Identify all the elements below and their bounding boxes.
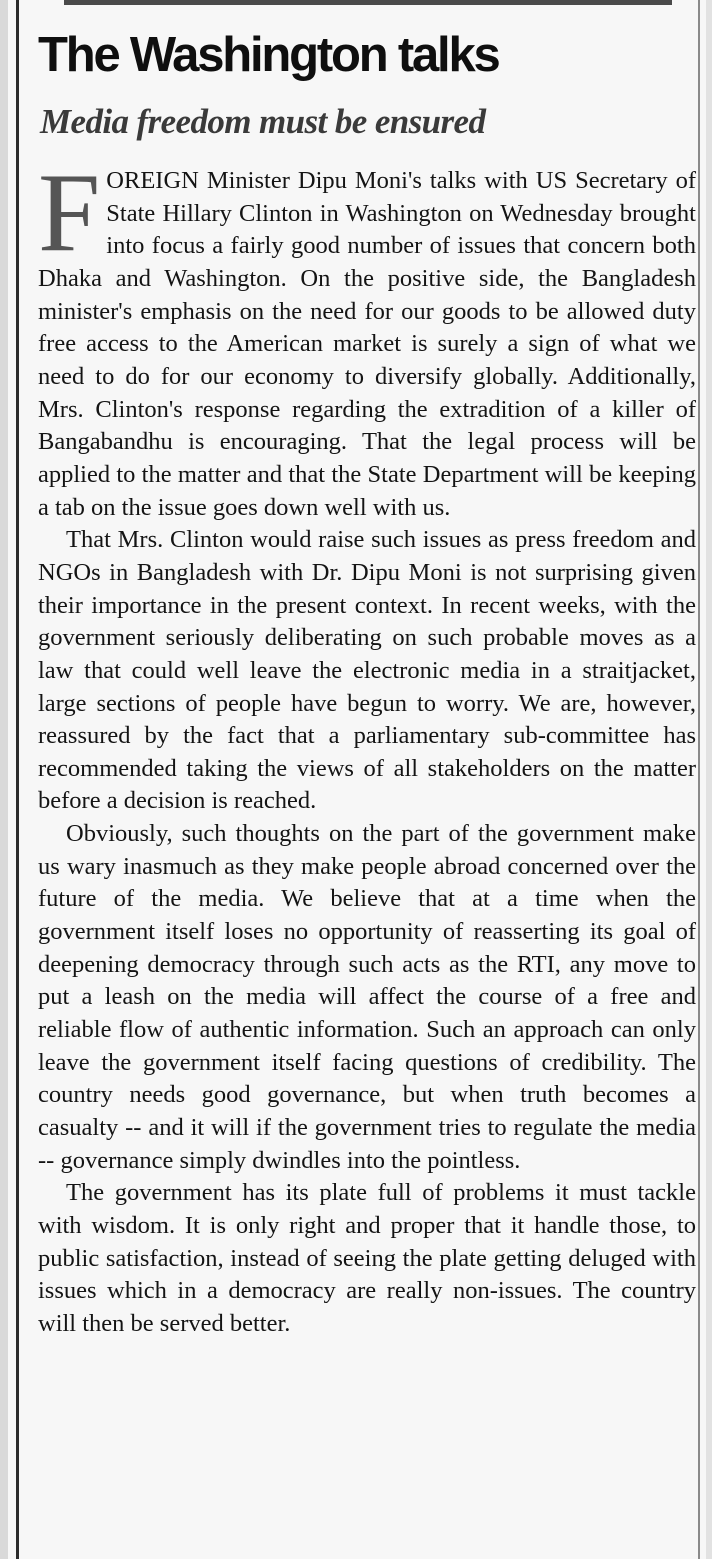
paragraph-1 (38, 151, 696, 524)
paragraph-2: That Mrs. Clinton would raise such issues as press freedom and NGOs in Bangladesh with Dr. Dipu Moni is not surprising given their importance in the present context. In recent weeks, with the government seriously deliberating on such probable moves as a law that could well leave the electronic media in a straitjacket, large sections of people have begun to worry. We are, however, reassured by the fact that a parliamentary sub-committee has recommended taking the views of all stakeholders on the matter before a decision is reached. (38, 526, 696, 815)
subheadline: Media freedom must be ensured (40, 102, 486, 141)
article-body (38, 151, 696, 1341)
paragraph-1-text: OREIGN Minister Dipu Moni's talks with US Secretary of State Hillary Clinton in Washington on Wednesday brought into focus a fairly good number of issues that concern both Dhaka and Washington. On the positive side, the Bangladesh minister's emphasis on the need for our goods to be allowed duty free access to the American market is surely a sign of what we need to do for our economy to diversify globally. Additionally, Mrs. Clinton's response regarding the extradition of a killer of Bangabandhu is encouraging. That the legal process will be applied to the matter and that the State Department will be keeping a tab on the issue goes down well with us. (38, 167, 696, 521)
drop-cap: F (38, 151, 101, 275)
top-rule (64, 0, 672, 5)
paragraph-4: The government has its plate full of problems it must tackle with wisdom. It is only right and proper that it handle those, to public satisfaction, instead of seeing the plate getting deluged with issues which in a democracy are really non-issues. The country will then be served better. (38, 1179, 696, 1337)
column-rule-left (16, 0, 19, 1559)
paragraph-3: Obviously, such thoughts on the part of the government make us wary inasmuch as they make people abroad concerned over the future of the media. We believe that at a time when the government itself loses no opportunity of reasserting its goal of deepening democracy through such acts as the RTI, any move to put a leash on the media will affect the course of a free and reliable flow of authentic information. Such an approach can only leave the government itself facing questions of credibility. The country needs good governance, but when truth becomes a casualty -- and it will if the government tries to regulate the media -- governance simply dwindles into the pointless. (38, 820, 696, 1174)
column-rule-right (698, 0, 700, 1559)
headline: The Washington talks (38, 28, 499, 82)
